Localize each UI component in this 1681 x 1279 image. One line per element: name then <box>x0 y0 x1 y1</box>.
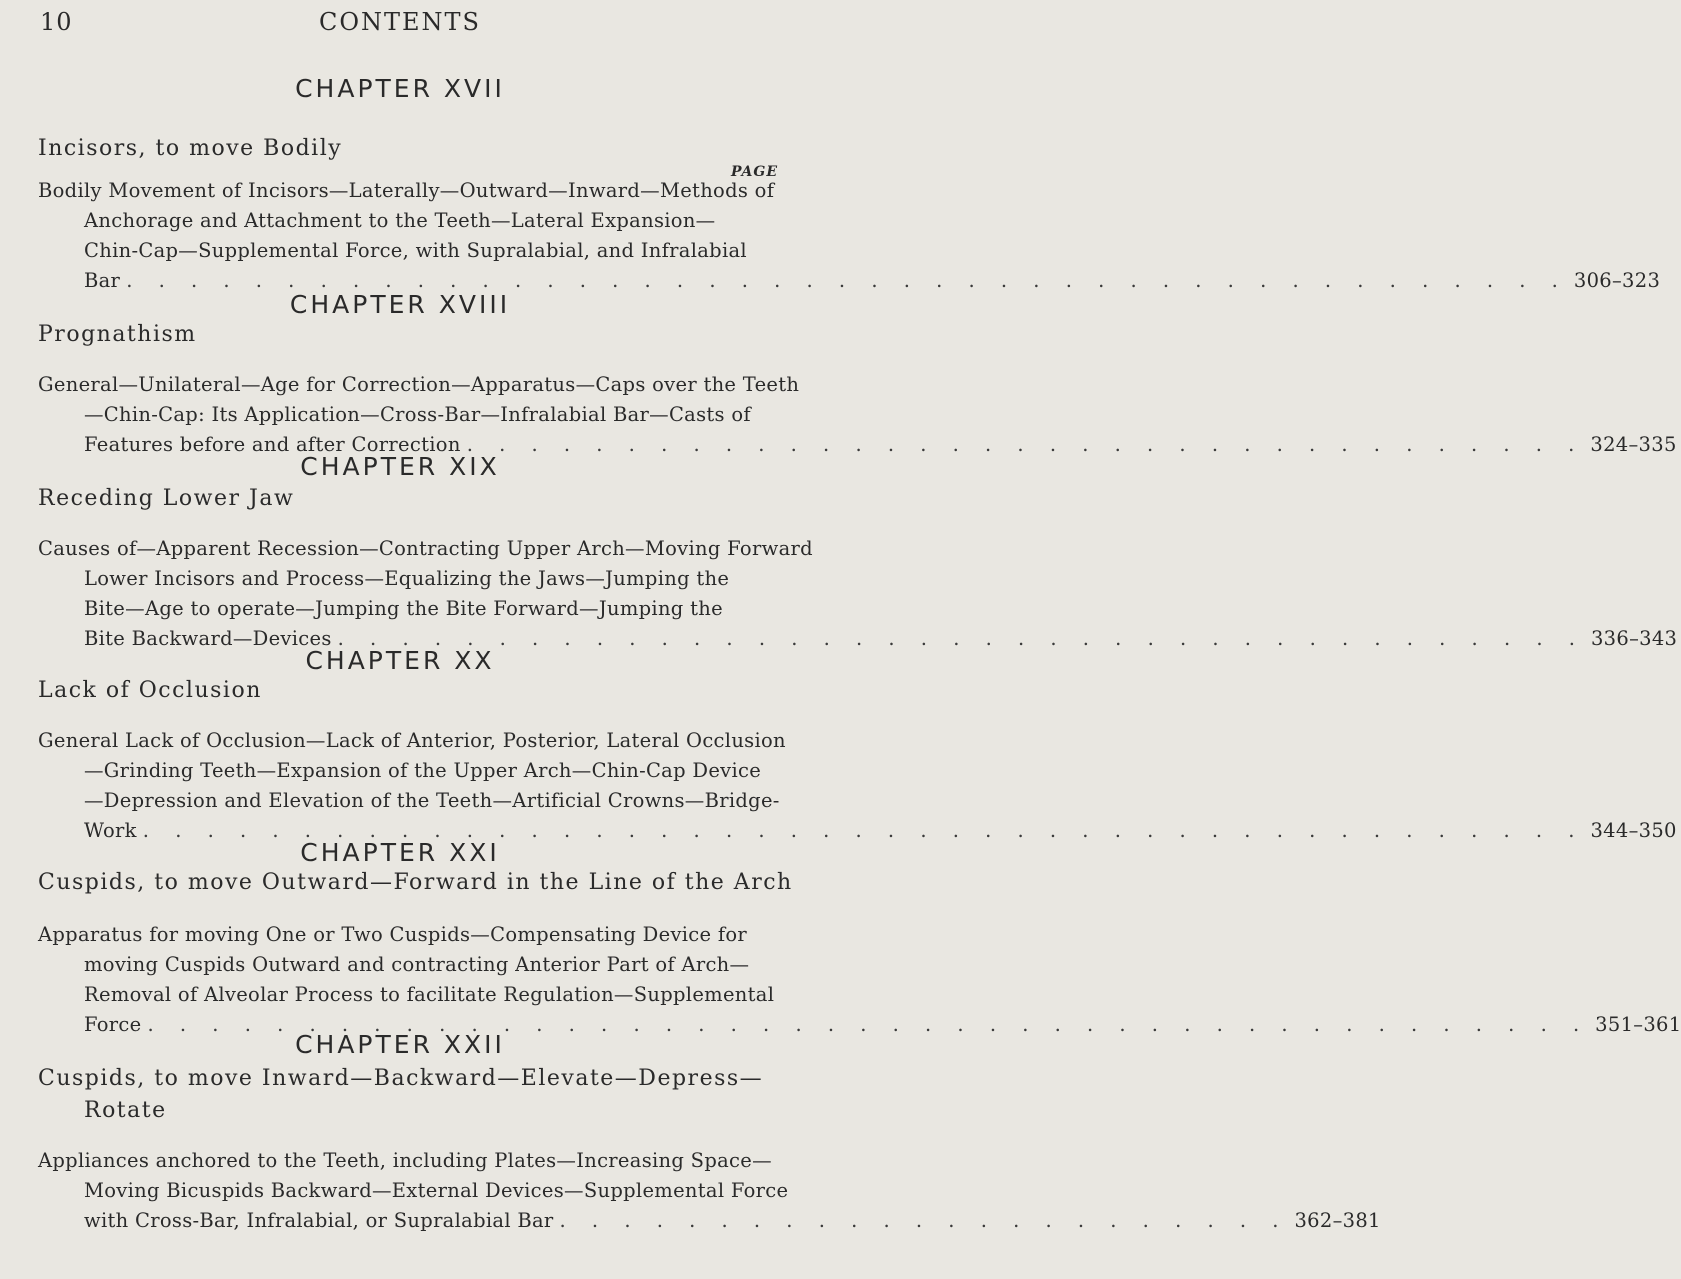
entry-line: Causes of—Apparent Recession—Contracting Upper Arch—Moving Forward <box>38 537 813 560</box>
entry-line: Anchorage and Attachment to the Teeth—Lateral Expansion— <box>84 209 716 232</box>
entry-line: Removal of Alveolar Process to facilitate Regulation—Supplemental <box>84 983 775 1006</box>
entry-line: —Depression and Elevation of the Teeth—Artificial Crowns—Bridge- <box>84 789 780 812</box>
chapter-title-xvii: CHAPTER XVII <box>295 74 505 103</box>
page-range: 306–323 <box>1573 269 1661 292</box>
chapter-subject-xix: Receding Lower Jaw <box>38 486 295 511</box>
leader-dots: . . . . . . . . . . . . . . . . . . . . . . . <box>559 1209 1289 1232</box>
chapter-title-xx: CHAPTER XX <box>305 646 495 675</box>
chapter-entry-xx <box>38 726 1677 846</box>
chapter-title-xxi: CHAPTER XXI <box>300 838 500 867</box>
entry-line: Moving Bicuspids Backward—External Devices—Supplemental Force <box>84 1179 789 1202</box>
entry-line: Force <box>84 1013 142 1036</box>
chapter-subject-xvii: Incisors, to move Bodily <box>38 136 343 161</box>
chapter-title-xix: CHAPTER XIX <box>300 452 500 481</box>
page-range: 362–381 <box>1294 1209 1381 1232</box>
chapter-subject-xviii: Prognathism <box>38 322 197 347</box>
chapter-entry-xxi <box>38 920 1681 1040</box>
chapter-subject-xxii-cont: Rotate <box>84 1098 167 1123</box>
entry-line: Apparatus for moving One or Two Cuspids—Compensating Device for <box>38 923 748 946</box>
entry-line: Appliances anchored to the Teeth, including Plates—Increasing Space— <box>38 1149 772 1172</box>
entry-line: Features before and after Correction <box>84 433 461 456</box>
leader-dots: . . . . . . . . . . . . . . . . . . . . . . . . . . . . . . . . . . . <box>466 433 1585 456</box>
page-range: 324–335 <box>1590 433 1677 456</box>
entry-line: —Chin-Cap: Its Application—Cross-Bar—Infralabial Bar—Casts of <box>84 403 751 426</box>
entry-line: Bite Backward—Devices <box>84 627 332 650</box>
leader-dots: . . . . . . . . . . . . . . . . . . . . . . . . . . . . . . . . . . . . . . . . . . . . . <box>147 1013 1590 1036</box>
entry-line: Chin-Cap—Supplemental Force, with Supralabial, and Infralabial <box>84 239 747 262</box>
chapter-entry-xxii <box>38 1146 1381 1236</box>
running-title: CONTENTS <box>318 8 481 36</box>
entry-line: Bar <box>84 269 121 292</box>
leader-dots: . . . . . . . . . . . . . . . . . . . . . . . . . . . . . . . . . . . . . . . . . . . . . <box>126 269 1568 292</box>
entry-line: Bite—Age to operate—Jumping the Bite Forward—Jumping the <box>84 597 723 620</box>
chapter-entry-xvii <box>38 176 1661 296</box>
entry-line: Work <box>84 819 137 842</box>
leader-dots: . . . . . . . . . . . . . . . . . . . . . . . . . . . . . . . . . . . . . . . . . . . . . <box>142 819 1585 842</box>
entry-line: General Lack of Occlusion—Lack of Anterior, Posterior, Lateral Occlusion <box>38 729 786 752</box>
page-column-label: PAGE <box>731 164 778 180</box>
chapter-entry-xviii <box>38 370 1677 460</box>
chapter-subject-xx: Lack of Occlusion <box>38 678 262 703</box>
entry-line: —Grinding Teeth—Expansion of the Upper Arch—Chin-Cap Device <box>84 759 762 782</box>
page-number: 10 <box>40 8 73 36</box>
running-head <box>0 8 800 48</box>
chapter-title-xxii: CHAPTER XXII <box>295 1030 505 1059</box>
page-range: 351–361 <box>1595 1013 1681 1036</box>
chapter-subject-xxi: Cuspids, to move Outward—Forward in the Line of the Arch <box>38 870 793 895</box>
chapter-title-xviii: CHAPTER XVIII <box>289 290 511 319</box>
chapter-entry-xix <box>38 534 1678 654</box>
page-range: 336–343 <box>1590 627 1678 650</box>
entry-last-line <box>38 1206 1381 1236</box>
chapter-subject-xxii: Cuspids, to move Inward—Backward—Elevate—Depress— <box>38 1066 764 1091</box>
page-range: 344–350 <box>1590 819 1677 842</box>
entry-line: moving Cuspids Outward and contracting Anterior Part of Arch— <box>84 953 750 976</box>
entry-line: Bodily Movement of Incisors—Laterally—Outward—Inward—Methods of <box>38 179 775 202</box>
entry-line: General—Unilateral—Age for Correction—Apparatus—Caps over the Teeth <box>38 373 800 396</box>
leader-dots: . . . . . . . . . . . . . . . . . . . . . . . . . . . . . . . . . . . . . . . <box>337 627 1585 650</box>
entry-line: Lower Incisors and Process—Equalizing the Jaws—Jumping the <box>84 567 730 590</box>
entry-line: with Cross-Bar, Infralabial, or Supralabial Bar <box>84 1209 554 1232</box>
